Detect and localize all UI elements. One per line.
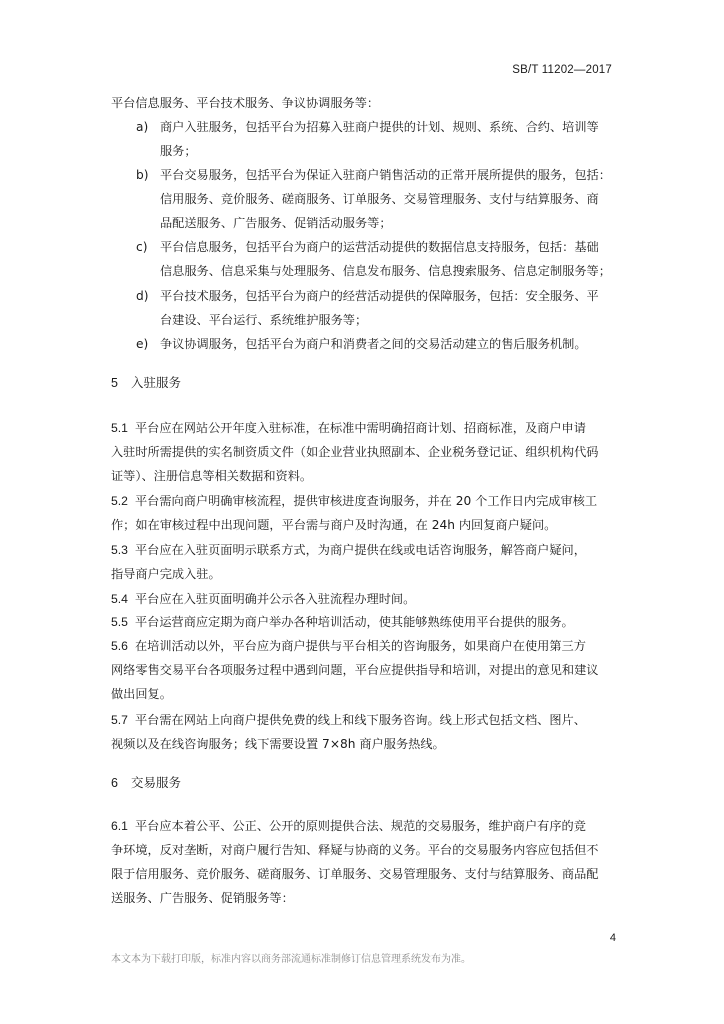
clause-line: 平台运营商应定期为商户举办各种培训活动，使其能够熟练使用平台提供的服务。 [135,615,574,629]
clause-line: 争环境，反对垄断，对商户履行告知、释疑与协商的义务。平台的交易服务内容应包括但不 [111,843,599,857]
list-item-line: 平台信息服务，包括平台为商户的运营活动提供的数据信息支持服务，包括：基础 [160,240,599,254]
clause-line: 做出回复。 [111,687,172,701]
clause-line: 平台需向商户明确审核流程，提供审核进度查询服务，并在 20 个工作日内完成审核工 [135,494,598,508]
section-heading [111,375,616,391]
clause-number: 5.6 [111,639,128,653]
clause-line: 视频以及在线咨询服务；线下需要设置 7×8h 商户服务热线。 [111,737,445,751]
clause-line: 证等）、注册信息等相关数据和资料。 [111,469,313,483]
list-marker: c) [136,240,148,254]
clause-number: 5.2 [111,494,128,508]
list-marker: e) [136,337,149,351]
clause-line: 平台应在入驻页面明示联系方式，为商户提供在线或电话咨询服务，解答商户疑问， [135,543,586,557]
section-number: 5 [111,376,118,390]
footer-note: 本文本为下载打印版，标准内容以商务部流通标准制修订信息管理系统发布为准。 [111,954,471,965]
list-item-line: 信用服务、竞价服务、磋商服务、订单服务、交易管理服务、支付与结算服务、商 [160,192,599,206]
page-number: 4 [609,932,616,944]
list-item-line: 品配送服务、广告服务、促销活动服务等； [160,216,392,230]
clause-line: 送服务、广告服务、促销服务等： [111,891,294,905]
clause-line: 平台应在网站公开年度入驻标准，在标准中需明确招商计划、招商标准，及商户申请 [135,421,586,435]
list-item-line: 台建设、平台运行、系统维护服务等； [160,313,368,327]
section-title: 交易服务 [131,775,182,790]
clause [111,712,616,728]
clause-line: 平台应在入驻页面明确并公示各入驻流程办理时间。 [135,592,416,606]
clause-line: 平台应本着公平、公正、公开的原则提供合法、规范的交易服务，维护商户有序的竞 [135,819,586,833]
clause-number: 5.3 [111,543,128,557]
clause-number: 5.4 [111,592,128,606]
clause-number: 5.5 [111,615,128,629]
clause [111,818,616,834]
section-heading [111,775,616,791]
clause-line: 网络零售交易平台各项服务过程中遇到问题，平台应提供指导和培训，对提出的意见和建议 [111,663,599,677]
clause-line: 指导商户完成入驻。 [111,567,221,581]
clause [111,420,616,436]
list-item-line: 争议协调服务，包括平台为商户和消费者之间的交易活动建立的售后服务机制。 [160,337,587,351]
standard-code: SB/T 11202—2017 [512,64,612,76]
list-item-line: 商户入驻服务，包括平台为招募入驻商户提供的计划、规则、系统、合约、培训等 [160,120,599,134]
list-marker: d) [136,289,149,303]
clause-number: 6.1 [111,819,128,833]
list-marker: a) [136,120,149,134]
clause-number: 5.7 [111,713,128,727]
clause-number: 5.1 [111,421,128,435]
clause-line: 作；如在审核过程中出现问题，平台需与商户及时沟通，在 24h 内回复商户疑问。 [111,518,557,532]
clause [111,614,616,630]
clause [111,493,616,509]
list-item-line: 平台交易服务，包括平台为保证入驻商户销售活动的正常开展所提供的服务，包括： [160,168,611,182]
clause [111,591,616,607]
clause-line: 平台需在网站上向商户提供免费的线上和线下服务咨询。线上形式包括文档、图片、 [135,713,586,727]
clause-line: 在培训活动以外，平台应为商户提供与平台相关的咨询服务，如果商户在使用第三方 [135,639,586,653]
intro-line: 平台信息服务、平台技术服务、争议协调服务等： [111,96,380,110]
list-item-line: 信息服务、信息采集与处理服务、信息发布服务、信息搜索服务、信息定制服务等； [160,264,611,278]
list-item-line: 平台技术服务，包括平台为商户的经营活动提供的保障服务，包括：安全服务、平 [160,289,599,303]
list-item-line: 服务； [160,144,197,158]
list-marker: b) [136,168,149,182]
clause-line: 限于信用服务、竞价服务、磋商服务、订单服务、交易管理服务、支付与结算服务、商品配 [111,867,599,881]
section-title: 入驻服务 [131,375,182,390]
clause [111,542,616,558]
clause [111,638,616,654]
clause-line: 入驻时所需提供的实名制资质文件（如企业营业执照副本、企业税务登记证、组织机构代码 [111,445,599,459]
section-number: 6 [111,776,118,790]
